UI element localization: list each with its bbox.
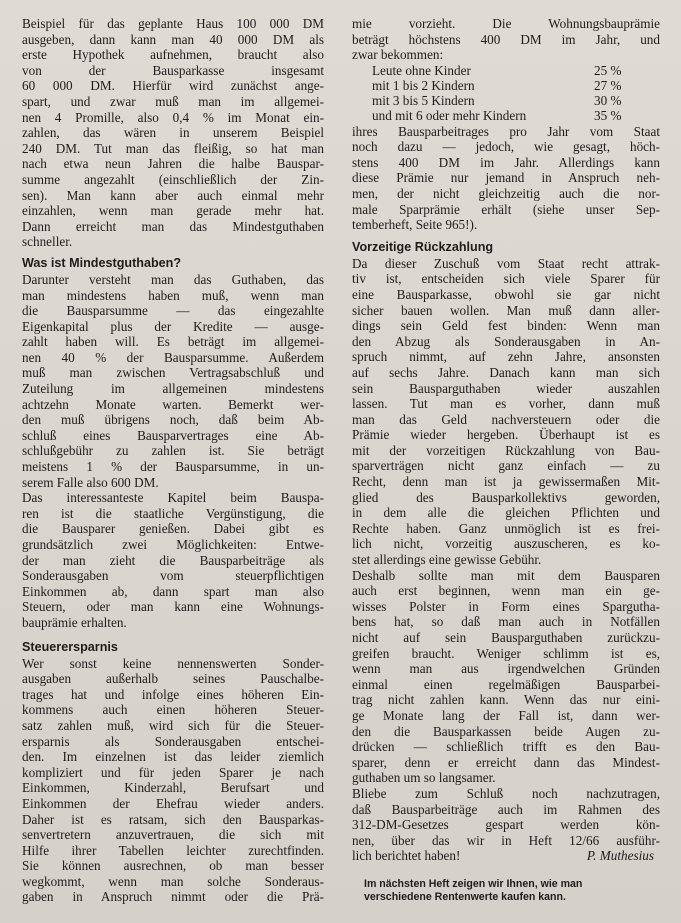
text-line: die Bausparsumme — das eingezahlte (22, 303, 324, 319)
text-line: Rechte haben. Ganz unmöglich ist es frei- (352, 520, 660, 536)
staatliche-verguenstigung-paragraph (22, 490, 324, 630)
text-line: noch dazu — jedoch, wie gesagt, höch- (352, 139, 660, 155)
text-line: Wer sonst keine nennenswerten Sonder- (22, 655, 324, 671)
text-line: zwar bekommen: (352, 47, 444, 63)
heading-steuerersparnis: Steuerersparnis (22, 639, 118, 654)
text-line: greifen braucht. Weniger schlimm ist es, (352, 645, 660, 661)
text-line: den muß übrigens noch, daß beim Ab- (22, 412, 324, 428)
closing-text: lich berichtet haben! (352, 848, 461, 864)
text-line: in dem alle die gleichen Pflichten und (352, 505, 660, 521)
schluss-paragraph (352, 786, 660, 848)
text-line: schlußgebühr zu zahlen ist. Sie beträgt (22, 443, 324, 459)
bausparen-beginnen-paragraph (352, 568, 660, 786)
text-line: den die Bausparkassen beide Augen zu- (352, 723, 660, 739)
text-line: zahlen, das wären in unserem Beispiel (22, 125, 324, 141)
text-line: meistens 1 % der Bausparsumme, in un- (22, 459, 324, 475)
text-line: guthaben um so langsamer. (352, 770, 496, 786)
premium-row-label: mit 3 bis 5 Kindern (372, 93, 475, 109)
text-line: nen, über das wir in Heft 12/66 ausführ- (352, 832, 660, 848)
intro-paragraph (22, 16, 324, 250)
text-line: stet allerdings eine gewisse Gebühr. (352, 552, 542, 568)
text-line: erste Hypothek aufnehmen, braucht also (22, 47, 324, 63)
rueckzahlung-paragraph (352, 256, 660, 568)
text-line: wenn man aus irgendwelchen Gründen (352, 661, 660, 677)
text-line: schneller. (22, 234, 73, 250)
text-line: ren ist die staatliche Vergünstigung, die (22, 505, 324, 521)
text-line: nach etwa neun Jahren die halbe Bauspar- (22, 156, 324, 172)
text-line: nen 4 Promille, also 0,4 % im Monat ein- (22, 109, 324, 125)
text-line: sicher bauen wollen. Man muß dann aller- (352, 302, 660, 318)
premium-row-label: mit 1 bis 2 Kindern (372, 77, 475, 93)
text-line: spruch nimmt, auf zehn Jahre, ansonsten (352, 349, 660, 365)
text-line: summe angezahlt (einschließlich der Zin- (22, 171, 324, 187)
text-line: glied des Bausparkollektivs geworden, (352, 489, 660, 505)
text-line: Sonderausgaben vom steuerpflichtigen (22, 568, 324, 584)
text-line: Zuteilung im allgemeinen mindestens (22, 381, 324, 397)
author-name: P. Muthesius (586, 848, 654, 864)
text-line: den Abzug als Sonderausgaben in An- (352, 333, 660, 349)
text-line: schluß eines Bausparvertrages eine Ab- (22, 427, 324, 443)
premium-row (372, 93, 634, 108)
praemie-paragraph (352, 16, 660, 63)
text-line: einzahlen, wenn man gerade mehr hat. (22, 203, 324, 219)
praemie-continued-paragraph (352, 124, 660, 233)
text-line: Eigenkapital plus der Kredite — ausge- (22, 318, 324, 334)
premium-row-value: 27 % (594, 77, 622, 93)
text-line: Das interessanteste Kapitel beim Bauspa- (22, 490, 324, 506)
text-line: Da dieser Zuschuß vom Staat recht attrak- (352, 255, 660, 271)
text-line: der man zieht die Bausparbeiträge als (22, 552, 324, 568)
text-line: lassen. Tut man es vorher, dann muß (352, 396, 660, 412)
text-line: mie vorzieht. Die Wohnungsbauprämie (352, 16, 660, 31)
text-line: Recht, denn man ist ja gewissermaßen Mit- (352, 474, 660, 490)
text-line: male Sparprämie erhält (siehe unser Sep- (352, 201, 660, 217)
text-line: diese Prämie nur jemand in Anspruch neh- (352, 170, 660, 186)
text-line: Steuern, oder man kann eine Wohnungs- (22, 599, 324, 615)
text-line: men, der nicht gleichzeitig auch die nor- (352, 185, 660, 201)
text-line: eine Bausparkasse, obwohl sie gar nicht (352, 286, 660, 302)
text-line: man das Geld nachversteuern oder die (352, 411, 660, 427)
text-line: ge Monate lang der Fall ist, dann wer- (352, 707, 660, 723)
text-line: 312-DM-Gesetzes gespart werden kön- (352, 817, 660, 833)
premium-rates-table (372, 63, 634, 124)
text-line: Prämie wieder hergeben. Überhaupt ist es (352, 427, 660, 443)
right-column (352, 16, 660, 905)
text-line: den. Im einzelnen ist das leider ziemlich (22, 749, 324, 765)
premium-row-value: 30 % (594, 93, 622, 109)
text-line: wegkommt, wenn man solche Sonderaus- (22, 873, 324, 889)
text-line: bens hat, so daß man auch in Notfällen (352, 614, 660, 630)
text-line: kommens auch einen höheren Steuer- (22, 702, 324, 718)
text-line: dings sein Geld fest binden: Wenn man (352, 318, 660, 334)
text-line: von der Bausparkasse insgesamt (22, 62, 324, 78)
premium-row (372, 63, 634, 78)
premium-row-label: Leute ohne Kinder (372, 62, 471, 78)
heading-mindestguthaben: Was ist Mindestguthaben? (22, 255, 182, 270)
text-line: die Bausparer genießen. Dabei gibt es (22, 521, 324, 537)
text-line: zahlt haben will. Es beträgt im allgemei- (22, 334, 324, 350)
text-line: Darunter versteht man das Guthaben, das (22, 271, 324, 287)
text-line: einmal einen regelmäßigen Bausparbei- (352, 676, 660, 692)
text-line: achtzehn Monate warten. Bemerkt wer- (22, 396, 324, 412)
text-line: ausgaben außerhalb seines Pauschalbe- (22, 671, 324, 687)
text-line: kompliziert und für jeden Sparer je nach (22, 764, 324, 780)
text-line: man mindestens haben muß, wenn man (22, 287, 324, 303)
text-line: 60 000 DM. Hierfür wird zunächst ange- (22, 78, 324, 94)
closing-line (352, 848, 660, 864)
text-line: ersparnis als Sonderausgaben entschei- (22, 733, 324, 749)
text-line: auf sechs Jahre. Danach kann man sich (352, 364, 660, 380)
text-line: spart, und zwar muß man im allgemei- (22, 93, 324, 109)
text-line: sein Bausparguthaben wieder auszahlen (352, 380, 660, 396)
text-line: Bliebe zum Schluß noch nachzutragen, (352, 785, 660, 801)
text-line: sparer, denn er erreicht dann das Mindest- (352, 754, 660, 770)
mindestguthaben-paragraph (22, 272, 324, 490)
text-line: tiv ist, entscheiden sich viele Sparer für (352, 271, 660, 287)
text-line: nicht auf sein Bausparguthaben zurückzu- (352, 630, 660, 645)
text-line: ausgeben, dann kann man 40 000 DM als (22, 31, 324, 47)
text-line: muß man zwischen Vertragsabschluß und (22, 365, 324, 381)
text-line: ihres Bausparbeitrages pro Jahr vom Staat (352, 123, 660, 139)
steuerersparnis-paragraph (22, 656, 324, 906)
text-line: daß Bausparbeiträge auch im Rahmen des (352, 801, 660, 817)
text-line: senvertretern anzuvertrauen, die sich mit (22, 827, 324, 843)
premium-row-value: 35 % (594, 108, 622, 124)
text-line: stens 400 DM im Jahr. Allerdings kann (352, 154, 660, 170)
text-line: bauprämie erhalten. (22, 614, 127, 630)
text-line: sparverträgen nicht ganz einfach — zu (352, 458, 660, 474)
premium-row (372, 78, 634, 93)
next-issue-notice (352, 878, 660, 905)
notice-line: verschiedene Rentenwerte kaufen kann. (364, 891, 566, 904)
text-line: Dann erreicht man das Mindestguthaben (22, 218, 324, 234)
text-line: Beispiel für das geplante Haus 100 000 DM (22, 16, 324, 31)
text-line: Einkommen, Kinderzahl, Berufsart und (22, 780, 324, 796)
text-line: trages hat und infolge eines höheren Ein- (22, 686, 324, 702)
text-line: gaben in Anspruch nimmt oder die Prä- (22, 889, 324, 905)
text-line: nen 40 % der Bausparsumme. Außerdem (22, 349, 324, 365)
premium-row-label: und mit 6 oder mehr Kindern (372, 108, 527, 124)
text-line: Daher ist es ratsam, sich den Bausparkas- (22, 811, 324, 827)
text-line: Sie können ausrechnen, ob man besser (22, 858, 324, 874)
left-column (22, 16, 324, 905)
text-line: serem Falle also 600 DM. (22, 474, 159, 490)
text-line: mit der vorzeitigen Rückzahlung von Bau- (352, 442, 660, 458)
notice-line: Im nächsten Heft zeigen wir Ihnen, wie man (364, 877, 583, 890)
text-line: wisses Polster in Form eines Spargutha- (352, 598, 660, 614)
text-line: Einkommen ab, dann spart man also (22, 583, 324, 599)
text-line: drücken — schließlich trifft es den Bau- (352, 739, 660, 755)
text-line: lich nicht, vorzeitig auszuscheren, es ko- (352, 536, 660, 552)
text-line: auch erst beginnen, wenn man ein ge- (352, 583, 660, 599)
text-line: Hilfe ihrer Tabellen leichter zurechtfinden. (22, 842, 324, 858)
heading-vorzeitige-rueckzahlung: Vorzeitige Rückzahlung (352, 239, 494, 254)
premium-row-value: 25 % (594, 62, 622, 78)
text-line: beträgt höchstens 400 DM im Jahr, und (352, 31, 660, 47)
text-line: sen). Man kann aber auch einmal mehr (22, 187, 324, 203)
text-line: satz zahlen muß, wird sich für die Steuer- (22, 717, 324, 733)
text-line: Deshalb sollte man mit dem Bausparen (352, 567, 660, 583)
text-line: 240 DM. Tut man das fleißig, so hat man (22, 140, 324, 156)
text-line: Einkommen der Ehefrau wieder anders. (22, 795, 324, 811)
premium-row (372, 108, 634, 123)
text-line: trag nicht zahlen kann. Wenn das nur eini- (352, 692, 660, 708)
text-line: grundsätzlich zwei Möglichkeiten: Entwe- (22, 537, 324, 552)
text-line: temberheft, Seite 965!). (352, 217, 478, 233)
